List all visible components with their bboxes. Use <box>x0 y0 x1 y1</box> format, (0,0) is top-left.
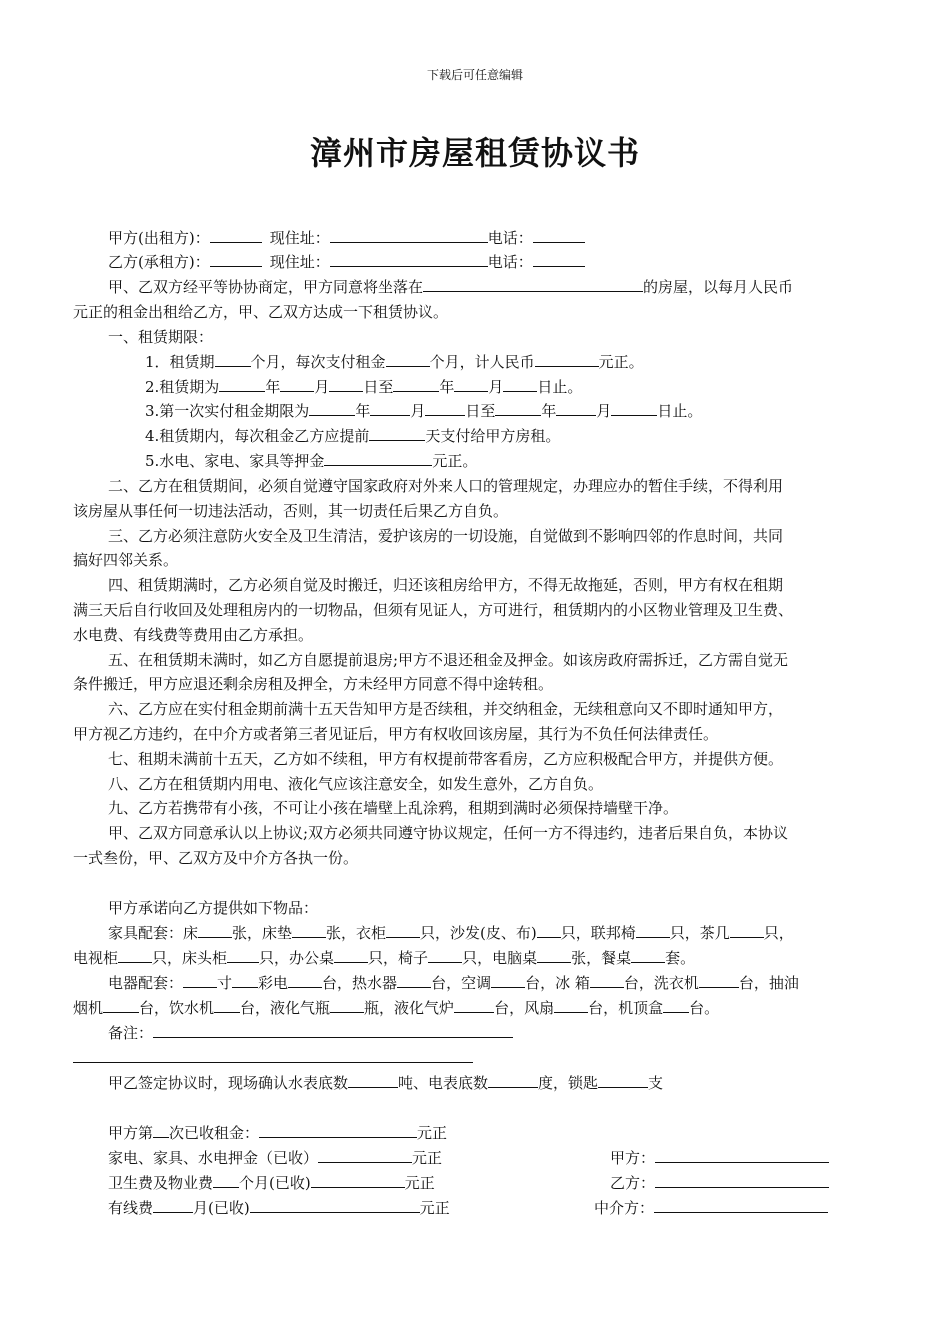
blank[interactable] <box>454 377 488 392</box>
blank[interactable] <box>232 973 258 988</box>
furniture-line-2 <box>73 948 695 968</box>
blank[interactable] <box>636 923 670 938</box>
item-text: 台，液化气瓶 <box>240 999 331 1017</box>
term-text: 年 <box>439 378 455 396</box>
blank[interactable] <box>554 998 588 1013</box>
item-text: 台，空调 <box>431 974 492 992</box>
blank[interactable] <box>259 1123 417 1138</box>
blank[interactable] <box>183 973 217 988</box>
item-text: 只，茶几 <box>669 924 730 942</box>
rent-received-line <box>108 1123 447 1143</box>
party-b-signature <box>610 1173 829 1193</box>
agent-signature-blank[interactable] <box>654 1198 828 1213</box>
item-text: 套。 <box>665 949 696 967</box>
term-text: 3.第一次实付租金期限为 <box>145 402 310 420</box>
term-text: 日至 <box>363 378 394 396</box>
term-text: 月 <box>488 378 504 396</box>
property-location-blank[interactable] <box>423 277 643 292</box>
payment-text: 元正 <box>419 1199 450 1217</box>
term-text: 天支付给甲方房租。 <box>425 427 561 445</box>
clause-10: 甲、乙双方同意承认以上协议;双方必须共同遵守协议规定，任何一方不得违约，违者后果自负，本协议 <box>108 824 789 842</box>
clause-2: 二、乙方在租赁期间，必须自觉遵守国家政府对外来人口的管理规定，办理应办的暂住手续，不得利用 <box>108 477 784 495</box>
blank[interactable] <box>198 923 232 938</box>
clause-4-cont: 满三天后自行收回及处理租房内的一切物品，但须有见证人，方可进行，租赁期内的小区物业管理及卫生费、 <box>73 601 794 619</box>
deposit-line <box>108 1148 442 1168</box>
item-text: 只，椅子 <box>368 949 429 967</box>
payment-text: 有线费 <box>108 1199 154 1217</box>
clause-6: 六、乙方应在实付租金期前满十五天告知甲方是否续租，并交纳租金，无续租意向又不即时通知甲方， <box>108 700 784 718</box>
term-text: 个月，每次支付租金 <box>250 353 386 371</box>
blank[interactable] <box>227 948 259 963</box>
term-text: 2.租赁期为 <box>145 378 220 396</box>
blank[interactable] <box>730 923 764 938</box>
blank[interactable] <box>611 401 657 416</box>
clause-8: 八、乙方在租赁期内用电、液化气应该注意安全，如发生意外，乙方自负。 <box>108 775 604 793</box>
section1-heading: 一、租赁期限： <box>108 328 214 346</box>
blank[interactable] <box>369 426 425 441</box>
party-a-address-blank[interactable] <box>330 228 488 243</box>
address-label: 现住址： <box>269 229 330 247</box>
blank[interactable] <box>329 377 363 392</box>
signature-label: 甲方： <box>610 1149 656 1167</box>
clause-7: 七、租期未满前十五天，乙方如不续租，甲方有权提前带客看房，乙方应积极配合甲方，并提供方便。 <box>108 750 784 768</box>
term-text: 个月，计人民币 <box>429 353 535 371</box>
term-text: 元正。 <box>432 452 478 470</box>
meter-text: 度，锁匙 <box>538 1074 599 1092</box>
term-text: 年 <box>541 402 557 420</box>
remarks-line <box>108 1023 513 1043</box>
clause-2-cont: 该房屋从事任何一切违法活动，否则，其一切责任后果乙方自负。 <box>73 502 509 520</box>
meter-text: 吨、电表底数 <box>398 1074 489 1092</box>
blank[interactable] <box>330 998 364 1013</box>
blank[interactable] <box>370 401 410 416</box>
term-text: 日止。 <box>657 402 703 420</box>
blank[interactable] <box>219 377 265 392</box>
item-text: 台，风扇 <box>494 999 555 1017</box>
clause-4-cont: 水电费、有线费等费用由乙方承担。 <box>73 626 314 644</box>
party-a-line <box>108 228 585 248</box>
remarks-blank[interactable] <box>153 1023 513 1038</box>
blank[interactable] <box>318 1148 412 1163</box>
blank[interactable] <box>214 998 240 1013</box>
term-item-1 <box>145 352 644 372</box>
payment-text: 元正 <box>417 1124 448 1142</box>
header-note: 下载后可任意编辑 <box>426 68 523 82</box>
furniture-line-1 <box>108 923 794 943</box>
party-b-label: 乙方(承租方)： <box>108 253 210 271</box>
item-text: 台，机顶盒 <box>588 999 664 1017</box>
blank[interactable] <box>699 973 739 988</box>
clause-4: 四、租赁期满时，乙方必须自觉及时搬迁，归还该租房给甲方，不得无故拖延，否则，甲方有权在租期 <box>108 576 784 594</box>
clause-9: 九、乙方若携带有小孩，不可让小孩在墙壁上乱涂鸦，租期到满时必须保持墙壁干净。 <box>108 799 679 817</box>
payment-text: 家电、家具、水电押金（已收） <box>108 1149 319 1167</box>
blank[interactable] <box>153 1123 169 1138</box>
item-text: 家具配套：床 <box>108 924 199 942</box>
party-a-label: 甲方(出租方)： <box>108 229 210 247</box>
item-text: 只， <box>763 924 794 942</box>
blank[interactable] <box>663 998 689 1013</box>
signature-label: 中介方： <box>594 1199 655 1217</box>
term-text: 4.租赁期内，每次租金乙方应提前 <box>145 427 370 445</box>
appliance-line-2 <box>73 998 719 1018</box>
party-a-phone-blank[interactable] <box>533 228 585 243</box>
payment-text: 卫生费及物业费 <box>108 1174 214 1192</box>
blank[interactable] <box>454 998 494 1013</box>
blank[interactable] <box>598 1073 648 1088</box>
term-item-5 <box>145 451 477 471</box>
item-text: 张，衣柜 <box>326 924 387 942</box>
blank[interactable] <box>488 1073 538 1088</box>
blank[interactable] <box>495 401 541 416</box>
party-b-signature-blank[interactable] <box>655 1173 829 1188</box>
remarks-rule[interactable] <box>73 1062 473 1063</box>
item-text: 台。 <box>689 999 720 1017</box>
blank[interactable] <box>386 923 420 938</box>
clause-6-cont: 甲方视乙方违约，在中介方或者第三者见证后，甲方有权收回该房屋，其行为不负任何法律责任。 <box>73 725 719 743</box>
item-text: 张，床垫 <box>232 924 293 942</box>
clause-10-cont: 一式叁份，甲、乙双方及中介方各执一份。 <box>73 849 359 867</box>
term-text: 5.水电、家电、家具等押金 <box>145 452 325 470</box>
blank[interactable] <box>103 998 139 1013</box>
item-text: 台，冰 箱 <box>525 974 590 992</box>
term-text: 年 <box>265 378 281 396</box>
intro-line-2: 元正的租金出租给乙方，甲、乙双方达成一下租赁协议。 <box>73 303 449 321</box>
clause-5: 五、在租赁期未满时，如乙方自愿提前退房;甲方不退还租金及押金。如该房政府需拆迁，乙方需自觉无 <box>108 651 789 669</box>
party-a-name-blank[interactable] <box>210 228 262 243</box>
blank[interactable] <box>311 1173 405 1188</box>
blank[interactable] <box>334 948 368 963</box>
term-text: 1．租赁期 <box>145 353 215 371</box>
payment-text: 甲方第 <box>108 1124 154 1142</box>
blank[interactable] <box>397 973 431 988</box>
payment-text: 个月(已收) <box>239 1174 311 1192</box>
remarks-label: 备注： <box>108 1024 154 1042</box>
party-b-phone-blank[interactable] <box>533 252 585 267</box>
item-text: 台，热水器 <box>322 974 398 992</box>
item-text: 寸 <box>217 974 233 992</box>
blank[interactable] <box>537 923 561 938</box>
term-text: 月 <box>596 402 612 420</box>
item-text: 只，办公桌 <box>259 949 335 967</box>
item-text: 只，联邦椅 <box>560 924 636 942</box>
payment-text: 元正 <box>412 1149 443 1167</box>
blank[interactable] <box>292 923 326 938</box>
payment-text: 月(已收) <box>193 1199 250 1217</box>
phone-label: 电话： <box>487 253 533 271</box>
blank[interactable] <box>428 948 462 963</box>
party-a-signature-blank[interactable] <box>655 1148 829 1163</box>
blank[interactable] <box>631 948 665 963</box>
item-text: 电器配套： <box>108 974 184 992</box>
blank[interactable] <box>118 948 152 963</box>
item-text: 烟机 <box>73 999 104 1017</box>
term-text: 日至 <box>465 402 496 420</box>
intro-text: 甲、乙双方经平等协协商定，甲方同意将坐落在 <box>108 278 424 296</box>
blank[interactable] <box>348 1073 398 1088</box>
item-text: 张，餐桌 <box>571 949 632 967</box>
item-text: 只，床头柜 <box>152 949 228 967</box>
blank[interactable] <box>491 973 525 988</box>
item-text: 电视柜 <box>73 949 119 967</box>
blank[interactable] <box>535 352 599 367</box>
address-label: 现住址： <box>269 253 330 271</box>
party-b-address-blank[interactable] <box>330 252 488 267</box>
blank[interactable] <box>324 451 432 466</box>
signature-label: 乙方： <box>610 1174 656 1192</box>
document-title: 漳州市房屋租赁协议书 <box>309 134 640 172</box>
blank[interactable] <box>288 973 322 988</box>
item-text: 台，饮水机 <box>139 999 215 1017</box>
appliance-line-1 <box>108 973 799 993</box>
term-item-4 <box>145 426 560 446</box>
item-text: 只，沙发(皮、布) <box>420 924 537 942</box>
term-item-3 <box>145 401 702 421</box>
blank[interactable] <box>309 401 355 416</box>
blank[interactable] <box>590 973 624 988</box>
meter-text: 甲乙签定协议时，现场确认水表底数 <box>108 1074 349 1092</box>
blank[interactable] <box>153 1198 193 1213</box>
clause-3: 三、乙方必须注意防火安全及卫生清洁，爱护该房的一切设施，自觉做到不影响四邻的作息时间，共同 <box>108 527 784 545</box>
term-item-2 <box>145 377 582 397</box>
party-a-signature <box>610 1148 829 1168</box>
blank[interactable] <box>556 401 596 416</box>
sanitation-line <box>108 1173 435 1193</box>
phone-label: 电话： <box>487 229 533 247</box>
blank[interactable] <box>280 377 314 392</box>
blank[interactable] <box>386 352 430 367</box>
blank[interactable] <box>215 352 251 367</box>
items-intro: 甲方承诺向乙方提供如下物品： <box>108 899 319 917</box>
term-text: 日止。 <box>537 378 583 396</box>
item-text: 只，电脑桌 <box>462 949 538 967</box>
meter-text: 支 <box>648 1074 664 1092</box>
party-b-line <box>108 252 585 272</box>
item-text: 彩电 <box>258 974 289 992</box>
item-text: 台，洗衣机 <box>623 974 699 992</box>
clause-3-cont: 搞好四邻关系。 <box>73 551 179 569</box>
blank[interactable] <box>537 948 571 963</box>
term-text: 元正。 <box>598 353 644 371</box>
blank[interactable] <box>213 1173 239 1188</box>
payment-text: 次已收租金： <box>169 1124 260 1142</box>
party-b-name-blank[interactable] <box>210 252 262 267</box>
term-text: 月 <box>314 378 330 396</box>
item-text: 台，抽油 <box>738 974 799 992</box>
item-text: 瓶，液化气炉 <box>364 999 455 1017</box>
clause-5-cont: 条件搬迁，甲方应退还剩余房租及押全，方未经甲方同意不得中途转租。 <box>73 675 554 693</box>
intro-text: 的房屋，以每月人民币 <box>643 278 794 296</box>
blank[interactable] <box>425 401 465 416</box>
term-text: 年 <box>355 402 371 420</box>
blank[interactable] <box>503 377 537 392</box>
blank[interactable] <box>250 1198 420 1213</box>
meter-line <box>108 1073 663 1093</box>
blank[interactable] <box>393 377 439 392</box>
agent-signature <box>594 1198 828 1218</box>
payment-text: 元正 <box>404 1174 435 1192</box>
intro-line-1 <box>108 277 793 297</box>
term-text: 月 <box>410 402 426 420</box>
cable-line <box>108 1198 450 1218</box>
